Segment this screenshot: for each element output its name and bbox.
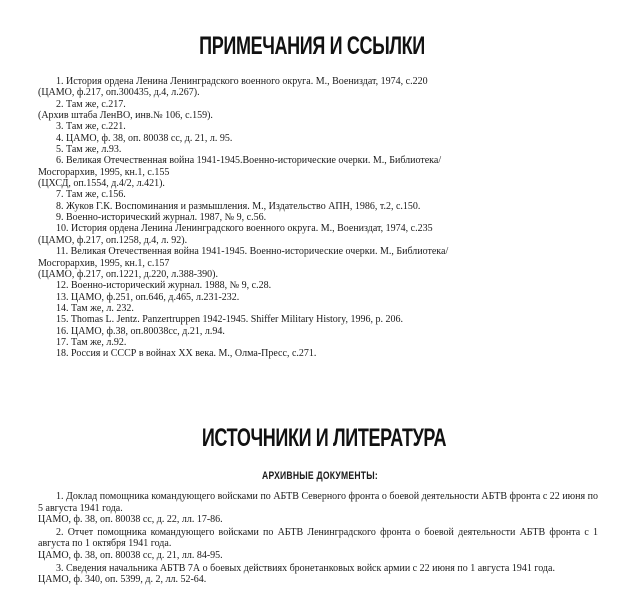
note-line: (ЦАМО, ф.217, оп.1258, д.4, л. 92). bbox=[38, 234, 188, 246]
note-line: (ЦХСД, оп.1554, д.4/2, л.421). bbox=[38, 178, 165, 190]
note-line: (Архив штаба ЛенВО, инв.№ 106, с.159). bbox=[38, 110, 213, 122]
note-line: 9. Военно-исторический журнал. 1987, № 9, с.56. bbox=[56, 212, 267, 224]
note-line: 8. Жуков Г.К. Воспоминания и размышления. М., Издательство АПН, 1986, т.2, с.150. bbox=[56, 200, 421, 212]
source-entry: 3. Сведения начальника АБТВ 7А о боевых действиях бронетанковых войск армии с 22 июня по 1 августа 1941 года. bbox=[56, 562, 555, 574]
note-line: 7. Там же, с.156. bbox=[56, 189, 126, 201]
note-line: Мосгорархив, 1995, кн.1, с.155 bbox=[38, 166, 170, 178]
note-line: (ЦАМО, ф.217, оп.300435, д.4, л.267). bbox=[38, 87, 200, 99]
notes-heading: ПРИМЕЧАНИЯ И ССЫЛКИ bbox=[199, 32, 425, 60]
note-line: 11. Великая Отечественная война 1941-1945. Военно-исторические очерки. М., Библиотека/ bbox=[56, 246, 449, 258]
archive-subheading: АРХИВНЫЕ ДОКУМЕНТЫ: bbox=[262, 470, 378, 482]
sources-list bbox=[38, 491, 598, 587]
note-line: (ЦАМО, ф.217, оп.1221, д.220, л.388-390). bbox=[38, 268, 218, 280]
source-reference: ЦАМО, ф. 340, оп. 5399, д. 2, лл. 52-64. bbox=[38, 574, 207, 586]
sources-heading: ИСТОЧНИКИ И ЛИТЕРАТУРА bbox=[201, 424, 447, 452]
note-line: 13. ЦАМО, ф.251, оп.646, д.465, л.231-232. bbox=[56, 291, 240, 303]
note-line: 2. Там же, с.217. bbox=[56, 98, 126, 110]
note-line: 14. Там же, л. 232. bbox=[56, 302, 134, 314]
note-line: 3. Там же, с.221. bbox=[56, 121, 126, 133]
note-line: 1. История ордена Ленина Ленинградского военного округа. М., Воениздат, 1974, с.220 bbox=[56, 76, 428, 87]
note-line: Мосгорархив, 1995, кн.1, с.157 bbox=[38, 257, 170, 269]
note-line: 6. Великая Отечественная война 1941-1945.Военно-исторические очерки. М., Библиотека/ bbox=[56, 155, 442, 167]
note-line: 17. Там же, л.92. bbox=[56, 336, 127, 348]
note-line: 12. Военно-исторический журнал. 1988, № 9, с.28. bbox=[56, 280, 272, 292]
note-line: 16. ЦАМО, ф.38, оп.80038сс, д.21, л.94. bbox=[56, 325, 225, 337]
source-entry: 2. Отчет помощника командующего войсками по АБТВ Ленинградского фронта о боевой деятельности АБТВ фронта с 1 августа по 1 октября 1941 года. bbox=[38, 526, 598, 550]
source-reference: ЦАМО, ф. 38, оп. 80038 сс, д. 21, лл. 84-95. bbox=[38, 549, 223, 561]
source-entry: 1. Доклад помощника командующего войсками по АБТВ Северного фронта о боевой деятельности АБТВ фронта с 22 июня по 5 августа 1941 года. bbox=[38, 491, 598, 514]
note-line: 10. История ордена Ленина Ленинградского военного округа. М., Воениздат, 1974, с.235 bbox=[56, 223, 433, 235]
note-line: 18. Россия и СССР в войнах XX века. М., Олма-Пресс, с.271. bbox=[56, 348, 317, 360]
note-line: 15. Thomas L. Jentz. Panzertruppen 1942-1945. Shiffer Military History, 1996, p. 206. bbox=[56, 314, 403, 326]
note-line: 5. Там же, л.93. bbox=[56, 144, 122, 156]
notes-list bbox=[38, 76, 598, 360]
note-line: 4. ЦАМО, ф. 38, оп. 80038 сс, д. 21, л. 95. bbox=[56, 132, 233, 144]
source-reference: ЦАМО, ф. 38, оп. 80038 сс, д. 22, лл. 17-86. bbox=[38, 514, 223, 526]
